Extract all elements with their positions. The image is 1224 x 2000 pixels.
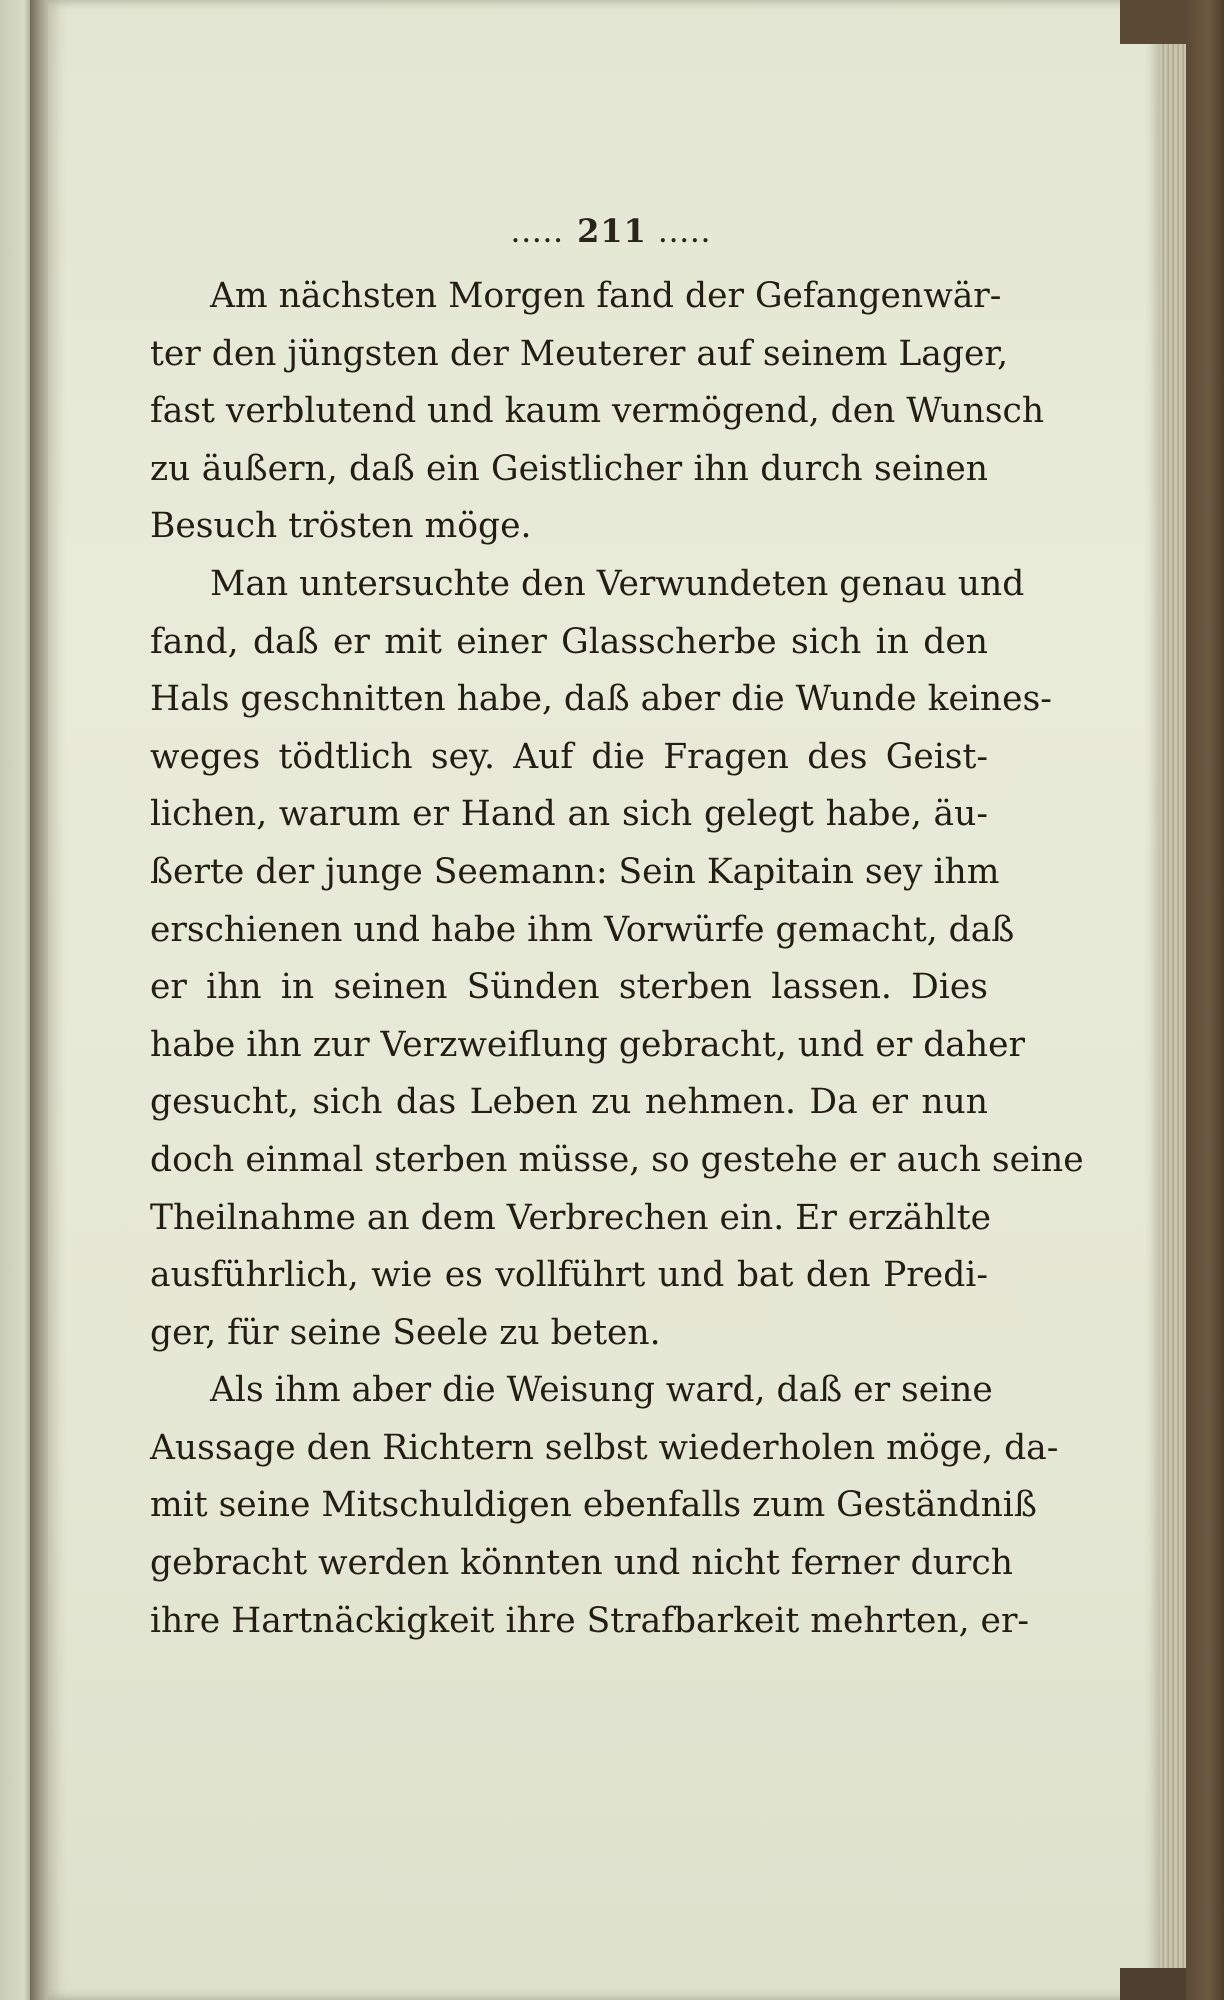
text-line: erschienen und habe ihm Vorwürfe gemacht, daß: [150, 909, 1015, 950]
page-number: 211: [577, 212, 647, 250]
page-number-prefix: .....: [511, 222, 565, 248]
text-line: ter den jüngsten der Meuterer auf seinem Lager,: [150, 333, 1009, 374]
text-line: Am nächsten Morgen fand der Gefangenwär-: [210, 276, 1002, 316]
text-line: habe ihn zur Verzweiflung gebracht, und er daher: [150, 1024, 1025, 1065]
text-line: ausführlich, wie es vollführt und bat den Predi-: [150, 1255, 988, 1296]
text-line: weges tödtlich sey. Auf die Fragen des Geist-: [150, 736, 988, 777]
page-number-suffix: .....: [659, 222, 713, 248]
text-line: Als ihm aber die Weisung ward, daß er seine: [210, 1370, 993, 1411]
text-line: doch einmal sterben müsse, so gestehe er auch seine: [150, 1139, 1084, 1180]
page-edges: [1160, 40, 1186, 1970]
text-line: er ihn in seinen Sünden sterben lassen. Dies: [150, 967, 988, 1008]
body-text: [150, 268, 1084, 1650]
text-line: gebracht werden könnten und nicht ferner durch: [150, 1543, 1013, 1584]
text-line: ger, für seine Seele zu beten.: [150, 1312, 661, 1353]
text-line: ihre Hartnäckigkeit ihre Strafbarkeit mehrten, er-: [150, 1600, 1030, 1641]
text-line: fand, daß er mit einer Glasscherbe sich in den: [150, 621, 988, 662]
text-line: Theilnahme an dem Verbrechen ein. Er erzählte: [150, 1197, 991, 1238]
text-line: fast verblutend und kaum vermögend, den Wunsch: [150, 391, 1045, 432]
text-line: lichen, warum er Hand an sich gelegt habe, äu-: [150, 794, 988, 835]
text-line: ßerte der junge Seemann: Sein Kapitain sey ihm: [150, 851, 1000, 892]
text-line: zu äußern, daß ein Geistlicher ihn durch seinen: [150, 448, 988, 489]
text-line: Hals geschnitten habe, daß aber die Wunde keines-: [150, 679, 1052, 720]
text-line: gesucht, sich das Leben zu nehmen. Da er nun: [150, 1082, 988, 1123]
text-line: mit seine Mitschuldigen ebenfalls zum Geständniß: [150, 1485, 1037, 1526]
text-line: Man untersuchte den Verwundeten genau und: [210, 563, 1025, 604]
running-head: [0, 212, 1224, 250]
book-cover-edge: [1186, 0, 1224, 2000]
text-line: Aussage den Richtern selbst wiederholen möge, da-: [150, 1427, 1059, 1468]
facing-page-edge: [0, 0, 34, 2000]
text-line: Besuch trösten möge.: [150, 506, 532, 547]
